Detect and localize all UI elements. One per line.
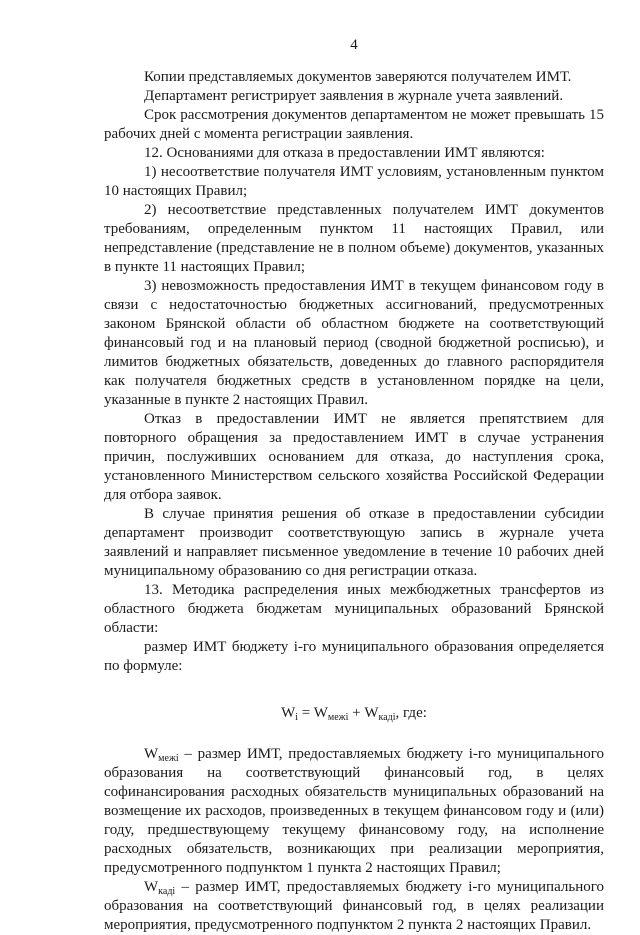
paragraph-section-12: 12. Основаниями для отказа в предоставлении ИМТ являются: <box>144 145 545 161</box>
definition-w-kadi-symbol: W <box>144 879 159 895</box>
definition-w-mezhi-sub: межі <box>158 753 179 764</box>
formula-plus: + <box>348 705 365 721</box>
definition-w-kadi-text: – размер ИМТ, предоставляемых бюджету i-го муниципального образования на соответствующий финансовый год, в целях реализации мероприятия, предусмотренного подпунктом 2 пункта 2 настоящих Правил. <box>104 879 604 933</box>
formula <box>104 704 604 723</box>
paragraph-refusal-note: Отказ в предоставлении ИМТ не является препятствием для повторного обращения за предоставлением ИМТ в случае устранения причин, послуживших основанием для отказа, до наступления срока, установленного Министерством сельского хозяйства Российской Федерации для отбора заявок. <box>104 411 604 503</box>
definition-w-kadi-sub: кадi <box>158 886 176 897</box>
definition-w-kadi <box>104 878 604 935</box>
paragraph-ground-2: 2) несоответствие представленных получателем ИМТ документов требованиям, определенным пунктом 11 настоящих Правил, или непредставление (представление не в полном объеме) документов, указанных в пункте 11 настоящих Правил; <box>104 202 604 275</box>
paragraph-registration: Департамент регистрирует заявления в журнале учета заявлений. <box>144 88 564 104</box>
paragraph-ground-3: 3) невозможность предоставления ИМТ в текущем финансовом году в связи с недостаточностью бюджетных ассигнований, предусмотренных законом Брянской области об областном бюджете на соответствующий финансовый год и на плановый период (сводной бюджетной росписью), и лимитов бюджетных обязательств, доведенных до главного распорядителя как получателя бюджетных средств в установленном порядке на цели, указанные в пункте 2 настоящих Правил. <box>104 278 604 408</box>
document-page <box>104 36 604 935</box>
paragraph-review-term: Срок рассмотрения документов департаментом не может превышать 15 рабочих дней с момента регистрации заявления. <box>104 107 604 142</box>
page-number: 4 <box>350 37 358 53</box>
formula-tail: , где: <box>395 705 427 721</box>
formula-w: W <box>281 705 296 721</box>
definition-w-mezhi-symbol: W <box>144 746 159 762</box>
formula-w-kadi: W <box>364 705 379 721</box>
formula-sub-mezhi: межі <box>327 712 349 723</box>
formula-sub-kadi: кадi <box>378 712 396 723</box>
paragraph-section-13: 13. Методика распределения иных межбюджетных трансфертов из областного бюджета бюджетам муниципальных образований Брянской области: <box>104 582 604 636</box>
definition-w-mezhi <box>104 745 604 878</box>
formula-w-mezhi: W <box>313 705 328 721</box>
definition-w-mezhi-text: – размер ИМТ, предоставляемых бюджету i-го муниципального образования на соответствующий финансовый год, в целях софинансирования расходных обязательств муниципальных образований на возмещение их расходов, произведенных в текущем финансовом году и (или) году, предшествующему текущему финансовому году, на исполнение расходных обязательств, возникающих при реализации мероприятия, предусмотренного подпунктом 1 пункта 2 настоящих Правил; <box>104 746 604 876</box>
paragraph-copies: Копии представляемых документов заверяются получателем ИМТ. <box>144 69 572 85</box>
paragraph-ground-1: 1) несоответствие получателя ИМТ условиям, установленным пунктом 10 настоящих Правил; <box>104 164 604 199</box>
formula-eq: = <box>298 705 314 721</box>
paragraph-formula-intro: размер ИМТ бюджету i-го муниципального образования определяется по формуле: <box>104 639 604 674</box>
formula-sub-i: i <box>295 712 299 723</box>
paragraph-refusal-record: В случае принятия решения об отказе в предоставлении субсидии департамент производит соответствующую запись в журнале учета заявлений и направляет письменное уведомление в течение 10 рабочих дней муниципальному образованию со дня регистрации отказа. <box>104 506 604 579</box>
